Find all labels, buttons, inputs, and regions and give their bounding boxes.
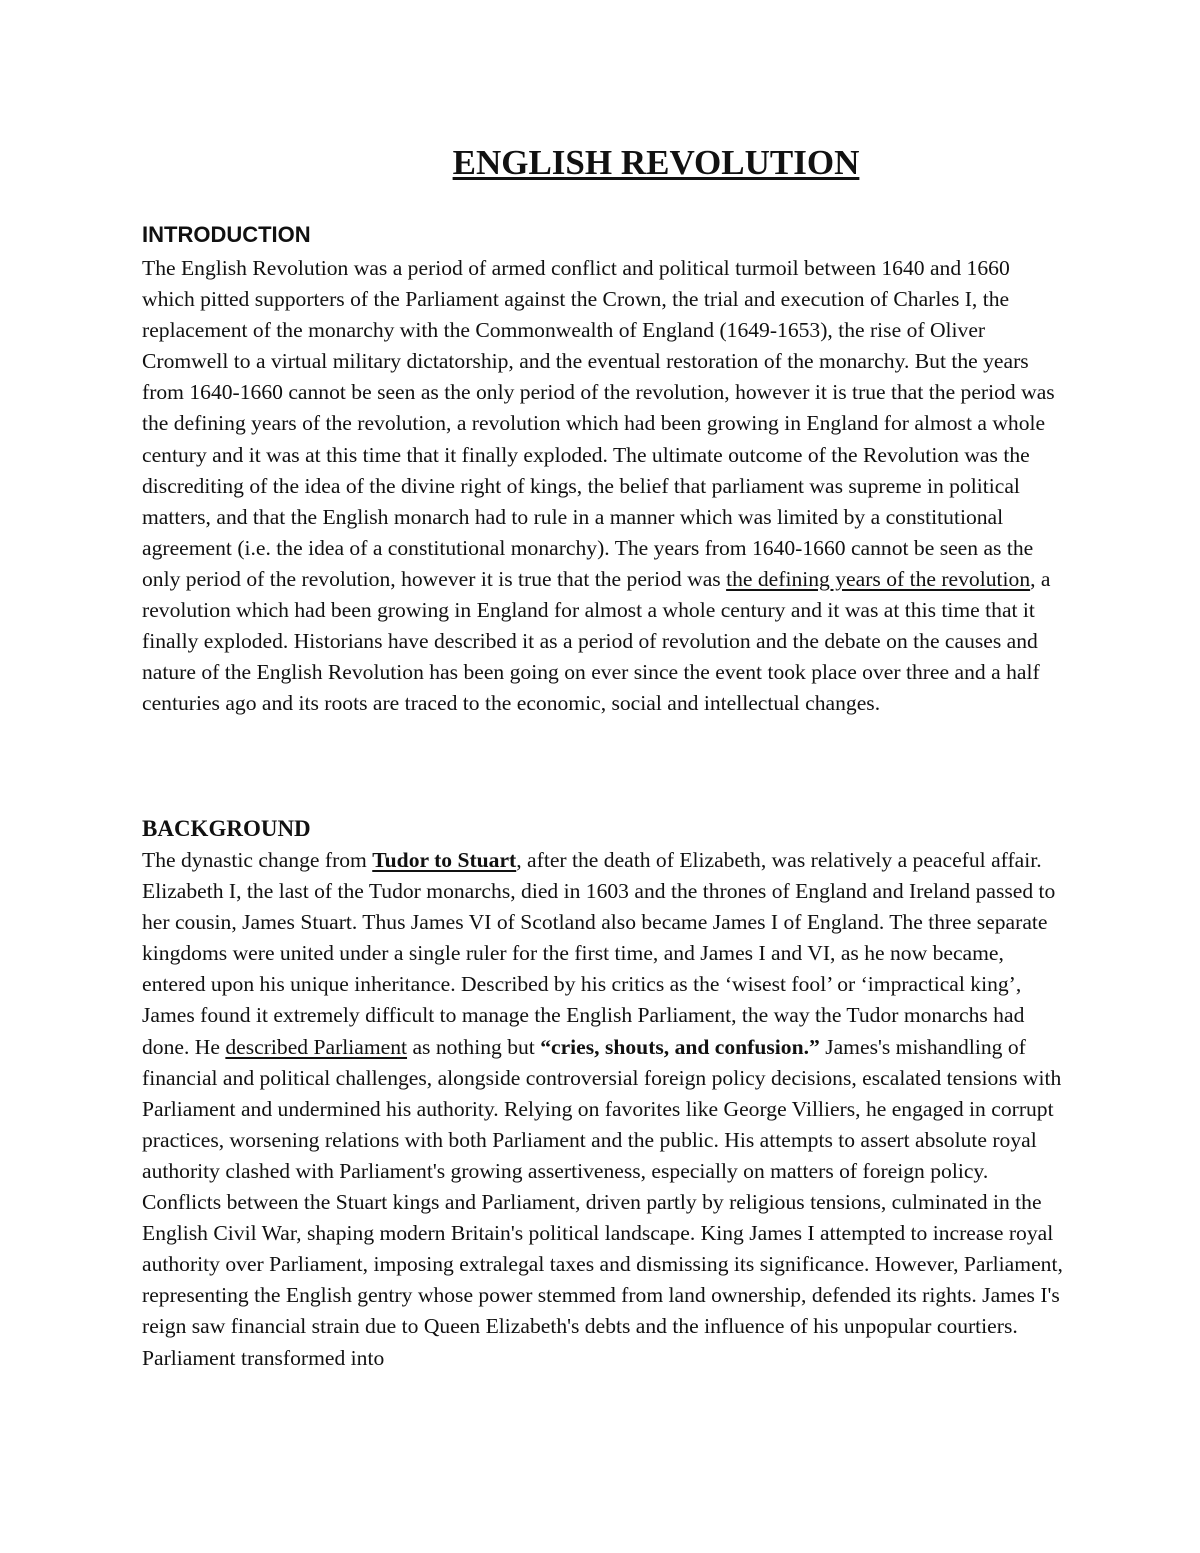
introduction-paragraph (142, 253, 1067, 719)
introduction-text-2: , a revolution which had been growing in England for almost a whole century and it was at this time that it finally exploded. Historians have described it as a period of revolution and the debate on the causes and nature of the English Revolution has been going on ever since the event took place over three and a half centuries ago and its roots are traced to the economic, social and intellectual changes. (142, 566, 1051, 716)
background-paragraph (142, 845, 1067, 1374)
described-parliament-link[interactable]: described Parliament (225, 1034, 408, 1059)
background-text-1: The dynastic change from (142, 848, 373, 872)
section-heading-introduction: INTRODUCTION (142, 222, 311, 247)
document-title: ENGLISH REVOLUTION (452, 143, 860, 182)
background-text-4: James's mishandling of financial and political challenges, alongside controversial foreign policy decisions, escalated tensions with Parliament and undermined his authority. Relying on favorites like George Villiers, he engaged in corrupt practices, worsening relations with both Parliament and the public. His attempts to assert absolute royal authority clashed with Parliament's growing assertiveness, especially on matters of foreign policy. Conflicts between the Stuart kings and Parliament, driven partly by religious tensions, culminated in the English Civil War, shaping modern Britain's political landscape. King James I attempted to increase royal authority over Parliament, imposing extralegal taxes and dismissing its significance. However, Parliament, representing the English gentry whose power stemmed from land ownership, defended its rights. James I's reign saw financial strain due to Queen Elizabeth's debts and the influence of his unpopular courtiers. Parliament transformed into (142, 1034, 1063, 1370)
background-text-2: , after the death of Elizabeth, was relatively a peaceful affair. Elizabeth I, the last of the Tudor monarchs, died in 1603 and the thrones of England and Ireland passed to her cousin, James Stuart. Thus James VI of Scotland also became James I of England. The three separate kingdoms were united under a single ruler for the first time, and James I and VI, as he now became, entered upon his unique inheritance. Described by his critics as the ‘wisest fool’ or ‘impractical king’, James found it extremely difficult to manage the English Parliament, the way the Tudor monarchs had done. He (142, 848, 1056, 1059)
bold-quote: “cries, shouts, and confusion.” (540, 1034, 820, 1059)
background-text-3: as nothing but (407, 1034, 541, 1059)
section-heading-background: BACKGROUND (142, 816, 311, 841)
introduction-underlined-phrase: the defining years of the revolution (726, 566, 1031, 591)
tudor-to-stuart-link[interactable]: Tudor to Stuart (372, 848, 517, 872)
introduction-text-1: The English Revolution was a period of armed conflict and political turmoil between 1640 and 1660 which pitted supporters of the Parliament against the Crown, the trial and execution of Charles I, the replacement of the monarchy with the Commonwealth of England (1649-1653), the rise of Oliver Cromwell to a virtual military dictatorship, and the eventual restoration of the monarchy. But the years from 1640-1660 cannot be seen as the only period of the revolution, however it is true that the period was the defining years of the revolution, a revolution which had been growing in England for almost a whole century and it was at this time that it finally exploded. The ultimate outcome of the Revolution was the discrediting of the idea of the divine right of kings, the belief that parliament was supreme in political matters, and that the English monarch had to rule in a manner which was limited by a constitutional agreement (i.e. the idea of a constitutional monarchy). The years from 1640-1660 cannot be seen as the only period of the revolution, however it is true that the period was (142, 256, 1055, 591)
